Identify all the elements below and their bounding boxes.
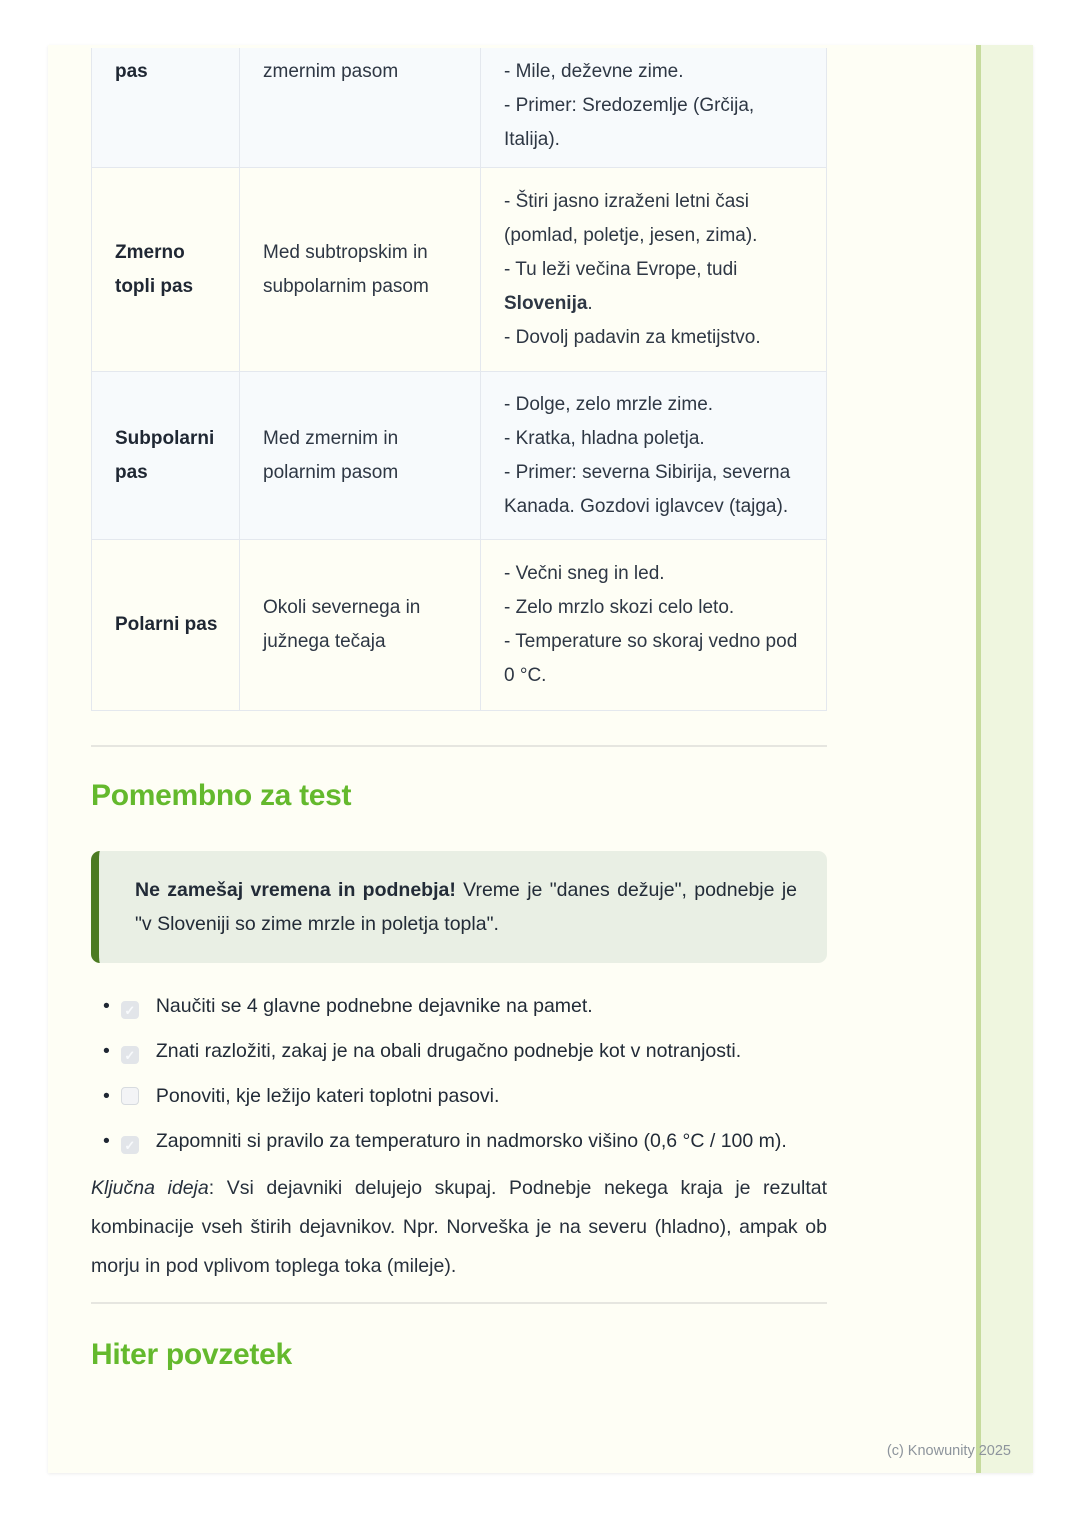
checklist-text: Ponoviti, kje ležijo kateri toplotni pasovi. (155, 1085, 500, 1107)
checklist-text: Znati razložiti, zakaj je na obali drugačno podnebje kot v notranjosti. (155, 1040, 742, 1062)
feature-line: - Mile, deževne zime. (504, 61, 684, 82)
section-divider (91, 1302, 827, 1304)
feature-line: - Večni sneg in led. (504, 563, 665, 584)
cell-location: Okoli severnega in južnega tečaja (240, 540, 481, 710)
feature-line: - Tu leži večina Evrope, tudi Slovenija. (504, 258, 738, 314)
callout-box: Ne zamešaj vremena in podnebja! Vreme je "danes dežuje", podnebje je "v Sloveniji so zime mrzle in poletja topla". (91, 851, 827, 963)
checkbox-icon[interactable] (121, 1001, 139, 1019)
right-accent-stripe (976, 45, 1033, 1473)
checkbox-icon[interactable] (121, 1087, 139, 1105)
cell-features (481, 372, 828, 539)
table-row-zmerno-topli-pas (92, 168, 826, 372)
cell-location: Med zmernim in polarnim pasom (240, 372, 481, 539)
feature-line: - Dovolj padavin za kmetijstvo. (504, 326, 761, 348)
checklist-text: Naučiti se 4 glavne podnebne dejavnike na pamet. (155, 995, 593, 1017)
checklist (91, 989, 827, 1158)
climate-zones-table (91, 48, 827, 711)
cell-features (481, 540, 828, 710)
checklist-item (91, 1124, 827, 1158)
checklist-text: Zapomniti si pravilo za temperaturo in nadmorsko višino (0,6 °C / 100 m). (155, 1130, 787, 1152)
section-title-summary: Hiter povzetek (91, 1338, 292, 1371)
page-content (91, 45, 827, 1372)
cell-zone: Polarni pas (92, 540, 240, 710)
footer-copyright: (c) Knowunity 2025 (886, 1443, 1011, 1459)
checklist-item (91, 1079, 827, 1113)
feature-line: - Zelo mrzlo skozi celo leto. (504, 597, 735, 618)
document-page (48, 45, 1033, 1473)
cell-location: Med subtropskim in subpolarnim pasom (240, 168, 481, 371)
table-row-subtropski-partial (92, 48, 826, 168)
feature-line: - Primer: severna Sibirija, severna Kanada. Gozdovi iglavcev (tajga). (504, 461, 791, 517)
cell-zone: Zmerno topli pas (92, 168, 240, 371)
feature-line: - Primer: Sredozemlje (Grčija, Italija). (504, 95, 755, 150)
section-title-important: Pomembno za test (91, 779, 352, 812)
checkbox-icon[interactable] (121, 1046, 139, 1064)
table-row-polarni-pas (92, 540, 826, 710)
feature-line: - Kratka, hladna poletja. (504, 427, 705, 449)
section-divider (91, 745, 827, 747)
cell-zone: Subpolarni pas (92, 372, 240, 539)
checklist-item (91, 989, 827, 1023)
checklist-item (91, 1034, 827, 1068)
bullet-marker: • (103, 1130, 110, 1152)
cell-zone: pas (92, 48, 240, 167)
feature-line: - Temperature so skoraj vedno pod 0 °C. (504, 631, 798, 686)
key-idea-paragraph: Ključna ideja: Vsi dejavniki delujejo skupaj. Podnebje nekega kraja je rezultat kombinacije vseh štirih dejavnikov. Npr. Norveška je na severu (hladno), ampak ob morju in pod vplivom toplega toka (mileje). (91, 1177, 828, 1277)
cell-location: zmernim pasom (240, 48, 481, 167)
bullet-marker: • (103, 1040, 110, 1062)
feature-line: - Štiri jasno izraženi letni časi (pomlad, poletje, jesen, zima). (504, 190, 758, 246)
feature-line: - Dolge, zelo mrzle zime. (504, 393, 714, 415)
table-row-subpolarni-pas (92, 372, 826, 540)
cell-features (481, 168, 828, 371)
bullet-marker: • (103, 995, 110, 1017)
cell-features (481, 48, 828, 167)
checkbox-icon[interactable] (121, 1136, 139, 1154)
bullet-marker: • (103, 1085, 110, 1107)
